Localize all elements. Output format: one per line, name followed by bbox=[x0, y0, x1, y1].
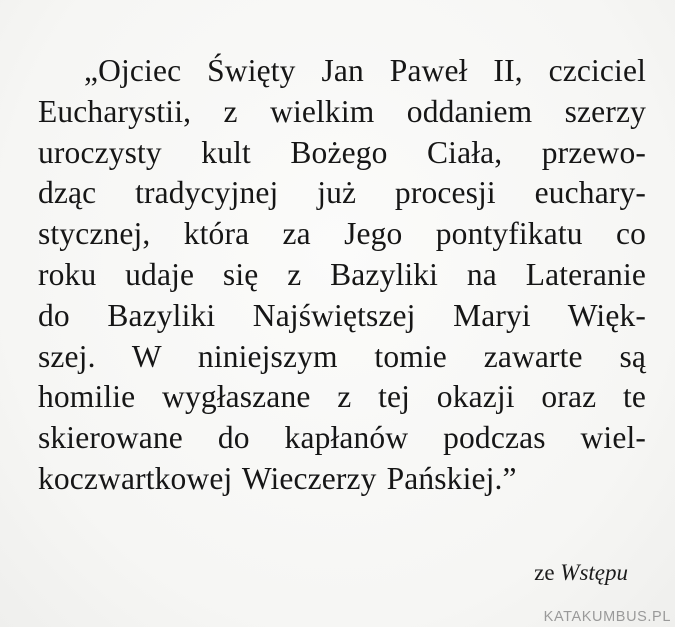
quote-line: homilie wygłaszane z tej okazji oraz te bbox=[38, 379, 646, 415]
quote-line: dząc tradycyjnej już procesji euchary- bbox=[38, 175, 646, 211]
quote-line: Eucharystii, z wielkim oddaniem szerzy bbox=[38, 93, 646, 129]
attribution bbox=[534, 560, 628, 586]
quote-line: skierowane do kapłanów podczas wiel- bbox=[38, 420, 646, 456]
quote-line: do Bazyliki Najświętszej Maryi Więk- bbox=[38, 297, 646, 333]
quote-line: stycznej, która za Jego pontyfikatu co bbox=[38, 216, 646, 252]
watermark: KATAKUMBUS.PL bbox=[543, 609, 671, 625]
quote-line: koczwartkowej Wieczerzy Pańskiej.” bbox=[38, 460, 517, 496]
attribution-prefix: ze bbox=[534, 560, 555, 585]
quote-line: „Ojciec Święty Jan Paweł II, czciciel bbox=[84, 53, 646, 88]
quote-line: uroczysty kult Bożego Ciała, przewo- bbox=[38, 134, 646, 170]
attribution-source: Wstępu bbox=[560, 560, 628, 585]
quote-paragraph bbox=[38, 51, 646, 500]
quote-line: roku udaje się z Bazyliki na Lateranie bbox=[38, 256, 646, 292]
quote-line: szej. W niniejszym tomie zawarte są bbox=[38, 338, 646, 374]
